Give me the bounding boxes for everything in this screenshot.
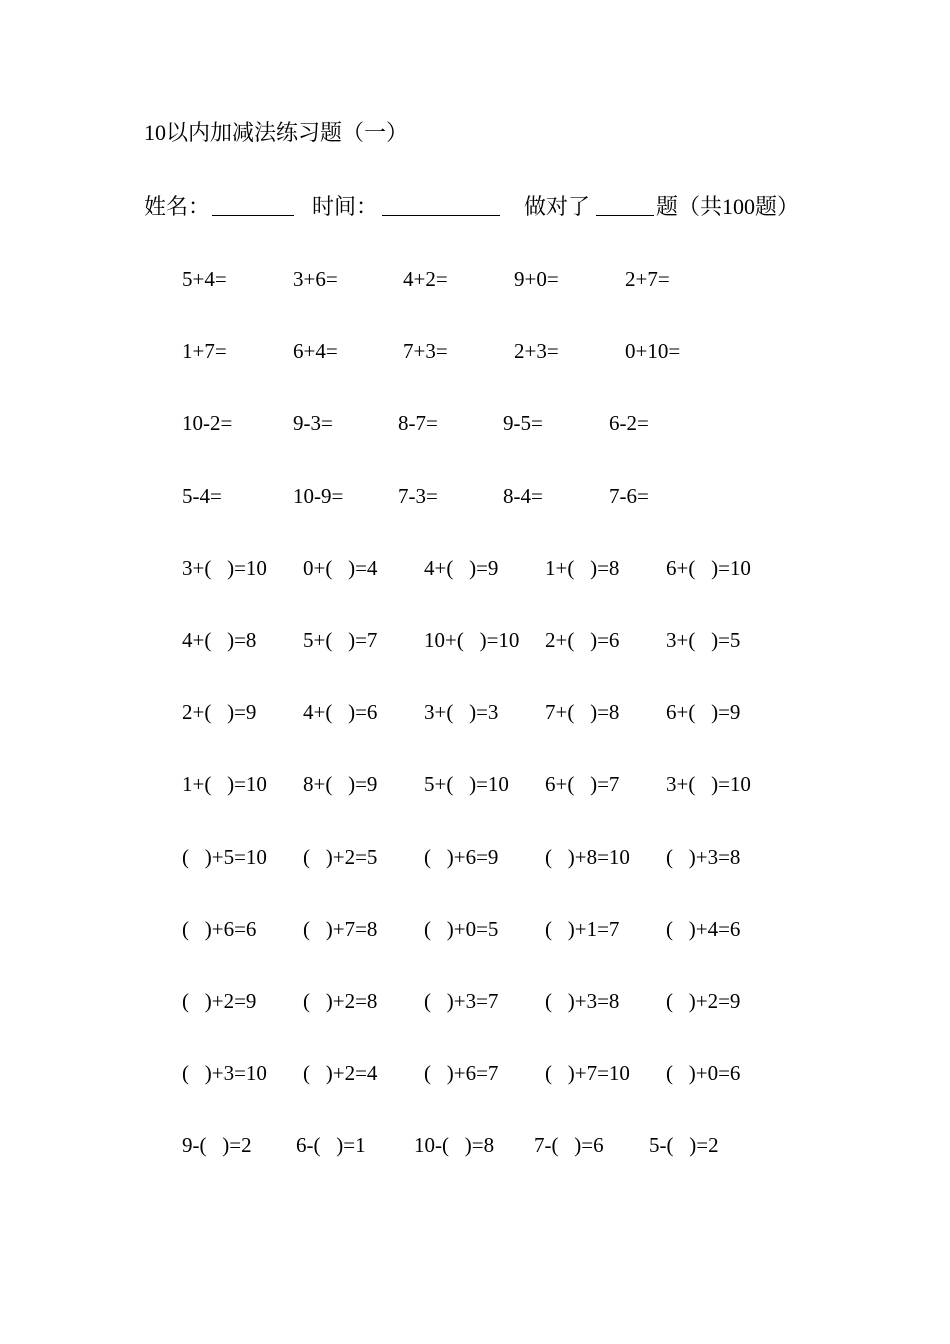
problem-row xyxy=(182,625,902,697)
problem-item: 7+( )=8 xyxy=(545,700,620,725)
problem-item: ( )+4=6 xyxy=(666,916,741,941)
problem-item: 3+6= xyxy=(293,267,338,291)
problem-row xyxy=(182,1130,902,1202)
problem-item: 1+7= xyxy=(182,339,227,364)
problem-item: 7-( )=6 xyxy=(534,1133,604,1158)
problem-item: ( )+0=6 xyxy=(666,1061,741,1086)
problem-item: ( )+3=8 xyxy=(545,988,620,1013)
problem-item: 5+( )=10 xyxy=(424,772,509,797)
problem-item: 8-7= xyxy=(398,411,438,436)
problem-item: ( )+2=8 xyxy=(303,988,378,1013)
time-label: 时间： xyxy=(312,194,379,219)
problem-item: 9+0= xyxy=(514,267,559,291)
problem-row xyxy=(182,553,902,625)
problem-row xyxy=(182,769,902,841)
problem-item: ( )+6=9 xyxy=(424,844,499,869)
problem-item: 2+3= xyxy=(514,339,559,364)
problem-item: ( )+8=10 xyxy=(545,844,630,869)
problem-row xyxy=(182,408,902,480)
problem-row xyxy=(182,697,902,769)
problem-item: 9-3= xyxy=(293,411,333,436)
problem-row xyxy=(182,986,902,1058)
problem-row xyxy=(182,914,902,986)
problem-item: 4+2= xyxy=(403,267,448,291)
problem-item: 3+( )=3 xyxy=(424,700,499,725)
problem-item: ( )+2=9 xyxy=(666,988,741,1013)
problem-row xyxy=(182,336,902,408)
problem-item: 8+( )=9 xyxy=(303,772,378,797)
problem-item: 6+( )=9 xyxy=(666,700,741,725)
problem-item: ( )+6=7 xyxy=(424,1061,499,1086)
problem-item: 0+( )=4 xyxy=(303,555,378,580)
problem-item: 3+( )=5 xyxy=(666,627,741,652)
problem-item: 1+( )=10 xyxy=(182,772,267,797)
problem-item: 5+4= xyxy=(182,267,227,291)
problem-item: 10-( )=8 xyxy=(414,1133,495,1158)
problem-item: 10+( )=10 xyxy=(424,627,520,652)
time-blank[interactable] xyxy=(382,191,500,225)
problem-item: 6-2= xyxy=(609,411,649,436)
problem-row xyxy=(182,481,902,553)
problem-item: ( )+7=8 xyxy=(303,916,378,941)
problem-item: 7-6= xyxy=(609,483,649,508)
problem-item: 3+( )=10 xyxy=(182,555,267,580)
problem-item: 7-3= xyxy=(398,483,438,508)
problem-item: 9-( )=2 xyxy=(182,1133,252,1158)
problem-item: ( )+1=7 xyxy=(545,916,620,941)
problem-item: 3+( )=10 xyxy=(666,772,751,797)
worksheet-title: 10以内加减法练习题（一） xyxy=(144,120,409,145)
problem-item: 4+( )=9 xyxy=(424,555,499,580)
problem-item: 10-9= xyxy=(293,483,344,508)
problem-item: ( )+2=4 xyxy=(303,1061,378,1086)
problem-item: 5-( )=2 xyxy=(649,1133,719,1158)
correct-count-blank[interactable] xyxy=(596,191,654,225)
problem-item: ( )+2=5 xyxy=(303,844,378,869)
problem-item: 4+( )=8 xyxy=(182,627,257,652)
problem-item: 0+10= xyxy=(625,339,681,364)
problem-item: 9-5= xyxy=(503,411,543,436)
correct-label: 做对了 xyxy=(524,194,591,219)
name-label: 姓名： xyxy=(144,194,211,219)
problem-item: 6+4= xyxy=(293,339,338,364)
problem-item: 6-( )=1 xyxy=(296,1133,366,1158)
problem-item: 6+( )=10 xyxy=(666,555,751,580)
problem-item: ( )+6=6 xyxy=(182,916,257,941)
problem-item: 10-2= xyxy=(182,411,233,436)
problem-grid xyxy=(182,264,902,1202)
problem-item: 5+( )=7 xyxy=(303,627,378,652)
problem-row xyxy=(182,842,902,914)
problem-item: 2+7= xyxy=(625,267,670,291)
problem-item: ( )+7=10 xyxy=(545,1061,630,1086)
problem-item: ( )+3=7 xyxy=(424,988,499,1013)
name-blank[interactable] xyxy=(212,191,294,225)
correct-suffix: 题（共100题） xyxy=(656,194,800,219)
problem-item: 2+( )=6 xyxy=(545,627,620,652)
problem-item: ( )+3=10 xyxy=(182,1061,267,1086)
problem-item: 5-4= xyxy=(182,483,222,508)
problem-item: 6+( )=7 xyxy=(545,772,620,797)
problem-item: ( )+2=9 xyxy=(182,988,257,1013)
problem-item: 1+( )=8 xyxy=(545,555,620,580)
problem-item: 4+( )=6 xyxy=(303,700,378,725)
problem-item: 7+3= xyxy=(403,339,448,364)
problem-item: 2+( )=9 xyxy=(182,700,257,725)
problem-item: ( )+5=10 xyxy=(182,844,267,869)
problem-item: ( )+0=5 xyxy=(424,916,499,941)
problem-row xyxy=(182,1058,902,1130)
problem-item: 8-4= xyxy=(503,483,543,508)
problem-item: ( )+3=8 xyxy=(666,844,741,869)
problem-row xyxy=(182,264,902,336)
